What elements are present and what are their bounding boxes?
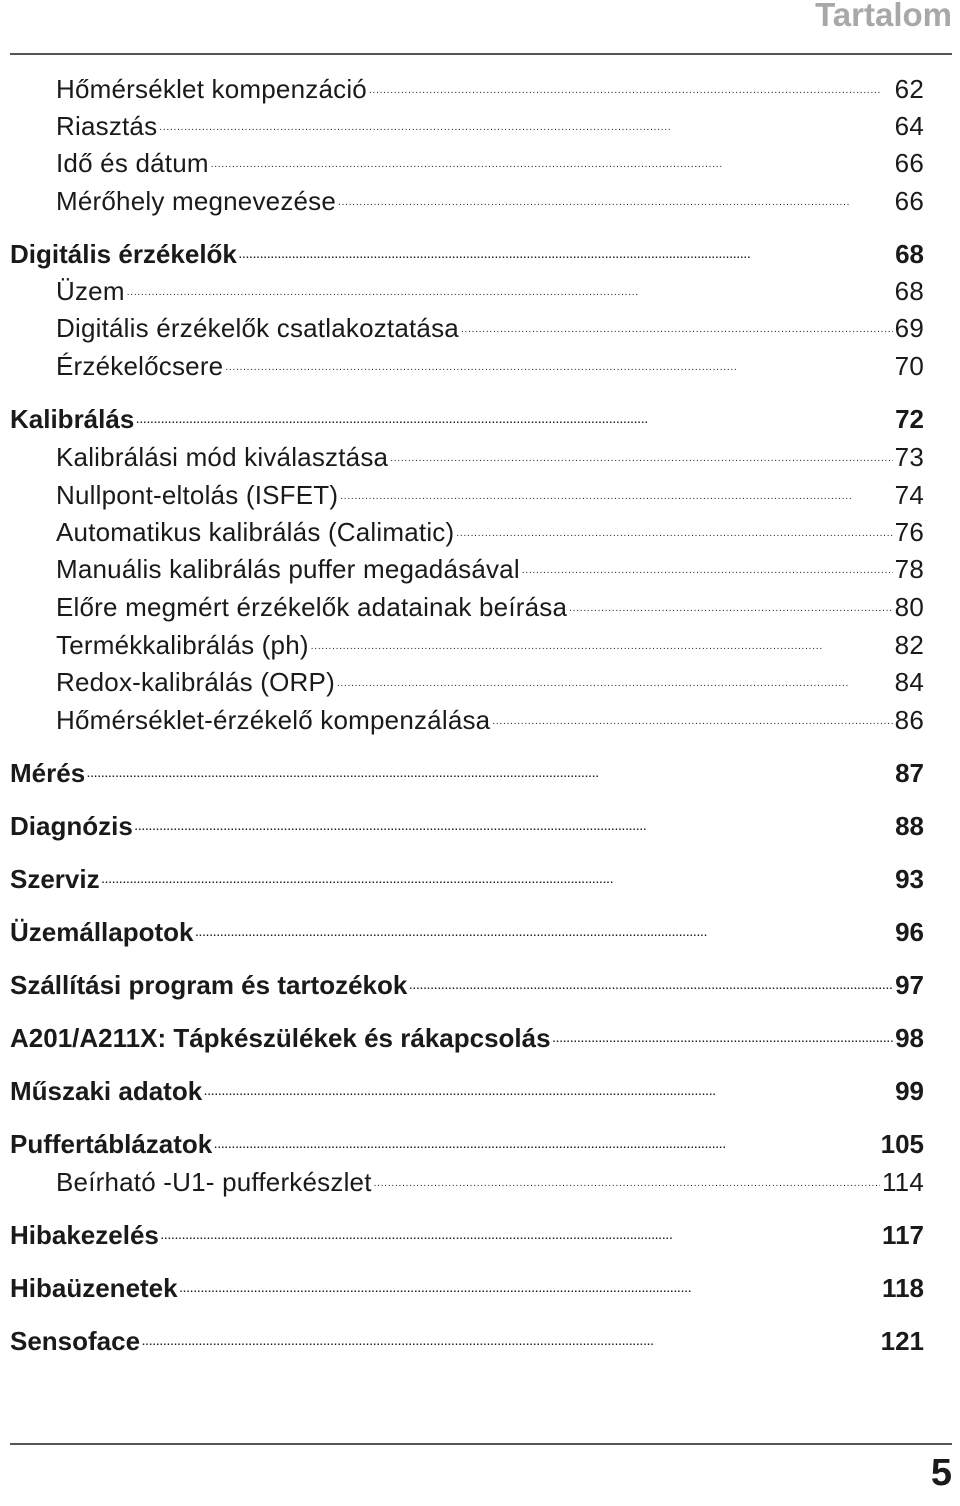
footer-rule [10, 1443, 952, 1445]
toc-entry-page-number: 98 [895, 1023, 924, 1053]
toc-entry-page-number: 88 [895, 811, 924, 841]
toc-entry[interactable] [10, 1271, 924, 1304]
toc-dot-leader [142, 1324, 879, 1350]
toc-entry[interactable] [10, 552, 924, 585]
toc-entry-page-number: 99 [895, 1076, 924, 1106]
toc-entry-title: Szerviz [10, 864, 100, 894]
toc-entry-title: Hibakezelés [10, 1220, 159, 1250]
toc-dot-leader [390, 440, 892, 466]
toc-entry-page-number: 62 [894, 74, 924, 104]
toc-entry-title: Hőmérséklet kompenzáció [56, 74, 367, 104]
toc-entry[interactable] [10, 703, 924, 736]
table-of-contents [10, 0, 924, 1400]
toc-dot-leader [374, 1165, 880, 1191]
toc-dot-leader [204, 1074, 893, 1100]
toc-dot-leader [196, 915, 894, 941]
toc-entry-title: Mérőhely megnevezése [56, 186, 337, 216]
toc-dot-leader [87, 756, 893, 782]
toc-dot-leader [456, 515, 892, 541]
toc-entry[interactable] [10, 1324, 924, 1357]
toc-entry[interactable] [10, 237, 924, 270]
toc-entry-title: Hibaüzenetek [10, 1273, 178, 1303]
toc-entry-title: Érzékelőcsere [56, 351, 224, 381]
toc-entry-page-number: 96 [895, 917, 924, 947]
toc-dot-leader [369, 72, 893, 98]
toc-entry[interactable] [10, 809, 924, 842]
toc-dot-leader [127, 274, 893, 300]
toc-dot-leader [311, 628, 893, 654]
toc-entry-page-number: 118 [882, 1273, 924, 1303]
toc-entry[interactable] [10, 349, 924, 382]
toc-dot-leader [211, 146, 893, 172]
toc-entry-page-number: 86 [894, 705, 924, 735]
toc-dot-leader [161, 1218, 880, 1244]
toc-entry[interactable] [10, 665, 924, 698]
toc-dot-leader [338, 184, 893, 210]
toc-entry[interactable] [10, 1127, 924, 1160]
toc-dot-leader [135, 809, 893, 835]
toc-entry-page-number: 78 [894, 554, 924, 584]
toc-entry-title: Digitális érzékelők [10, 239, 237, 269]
toc-dot-leader [409, 968, 893, 994]
toc-dot-leader [239, 237, 893, 263]
toc-entry-page-number: 87 [895, 758, 924, 788]
toc-entry-title: Automatikus kalibrálás (Calimatic) [56, 517, 455, 547]
toc-entry-title: Termékkalibrálás (ph) [56, 630, 309, 660]
toc-entry-page-number: 66 [894, 186, 924, 216]
toc-entry[interactable] [10, 440, 924, 473]
toc-entry-title: Puffertáblázatok [10, 1129, 213, 1159]
toc-entry[interactable] [10, 1218, 924, 1251]
toc-entry-page-number: 70 [894, 351, 924, 381]
toc-entry-page-number: 121 [880, 1326, 924, 1356]
toc-entry-page-number: 64 [894, 111, 924, 141]
toc-entry-title: Előre megmért érzékelők adatainak beírása [56, 592, 568, 622]
toc-entry-page-number: 74 [894, 480, 924, 510]
toc-dot-leader [180, 1271, 880, 1297]
toc-dot-leader [102, 862, 893, 888]
toc-entry-title: Szállítási program és tartozékok [10, 970, 408, 1000]
toc-entry-title: Hőmérséklet-érzékelő kompenzálása [56, 705, 491, 735]
toc-dot-leader [159, 109, 892, 135]
toc-entry-page-number: 105 [880, 1129, 924, 1159]
toc-entry[interactable] [10, 968, 924, 1001]
toc-dot-leader [461, 311, 893, 337]
toc-entry[interactable] [10, 756, 924, 789]
toc-dot-leader [492, 703, 892, 729]
toc-entry[interactable] [10, 109, 924, 142]
toc-entry[interactable] [10, 311, 924, 344]
toc-entry-page-number: 68 [895, 239, 924, 269]
toc-entry-title: Sensoface [10, 1326, 141, 1356]
toc-entry-page-number: 80 [894, 592, 924, 622]
toc-entry[interactable] [10, 515, 924, 548]
toc-entry-title: Kalibrálás [10, 404, 135, 434]
toc-entry-title: Manuális kalibrálás puffer megadásával [56, 554, 520, 584]
toc-entry-title: Mérés [10, 758, 86, 788]
toc-entry-title: Üzemállapotok [10, 917, 194, 947]
toc-entry[interactable] [10, 915, 924, 948]
toc-dot-leader [225, 349, 892, 375]
toc-entry-page-number: 93 [895, 864, 924, 894]
toc-entry-title: Diagnózis [10, 811, 133, 841]
toc-entry-title: Idő és dátum [56, 148, 209, 178]
toc-dot-leader [136, 402, 893, 428]
toc-entry-page-number: 68 [894, 276, 924, 306]
toc-entry-title: Digitális érzékelők csatlakoztatása [56, 313, 459, 343]
section-title: Tartalom [815, 0, 952, 33]
toc-entry[interactable] [10, 862, 924, 895]
toc-entry[interactable] [10, 402, 924, 435]
toc-entry-page-number: 73 [894, 442, 924, 472]
toc-entry[interactable] [10, 1165, 924, 1198]
toc-entry[interactable] [10, 184, 924, 217]
toc-dot-leader [214, 1127, 878, 1153]
toc-entry[interactable] [10, 1074, 924, 1107]
toc-entry-page-number: 114 [881, 1167, 924, 1197]
toc-entry[interactable] [10, 146, 924, 179]
toc-entry-title: Nullpont-eltolás (ISFET) [56, 480, 339, 510]
toc-entry-page-number: 72 [895, 404, 924, 434]
toc-dot-leader [340, 478, 892, 504]
toc-entry-page-number: 76 [894, 517, 924, 547]
toc-entry-title: Kalibrálási mód kiválasztása [56, 442, 389, 472]
toc-entry[interactable] [10, 72, 924, 105]
toc-entry[interactable] [10, 478, 924, 511]
toc-entry[interactable] [10, 628, 924, 661]
toc-entry-title: Műszaki adatok [10, 1076, 203, 1106]
toc-dot-leader [569, 590, 893, 616]
toc-entry-title: A201/A211X: Tápkészülékek és rákapcsolás [10, 1023, 551, 1053]
toc-entry-title: Üzem [56, 276, 125, 306]
toc-entry-page-number: 97 [895, 970, 924, 1000]
toc-dot-leader [522, 552, 893, 578]
toc-entry-page-number: 66 [894, 148, 924, 178]
toc-entry-title: Beírható -U1- pufferkészlet [56, 1167, 372, 1197]
toc-entry-page-number: 117 [882, 1220, 924, 1250]
toc-dot-leader [337, 665, 893, 691]
toc-entry-page-number: 82 [894, 630, 924, 660]
toc-entry-page-number: 69 [894, 313, 924, 343]
toc-entry[interactable] [10, 1021, 924, 1054]
toc-entry-title: Redox-kalibrálás (ORP) [56, 667, 335, 697]
toc-entry-page-number: 84 [894, 667, 924, 697]
toc-entry-title: Riasztás [56, 111, 158, 141]
toc-entry[interactable] [10, 590, 924, 623]
toc-entry[interactable] [10, 274, 924, 307]
toc-dot-leader [553, 1021, 894, 1047]
page-number: 5 [930, 1452, 952, 1494]
